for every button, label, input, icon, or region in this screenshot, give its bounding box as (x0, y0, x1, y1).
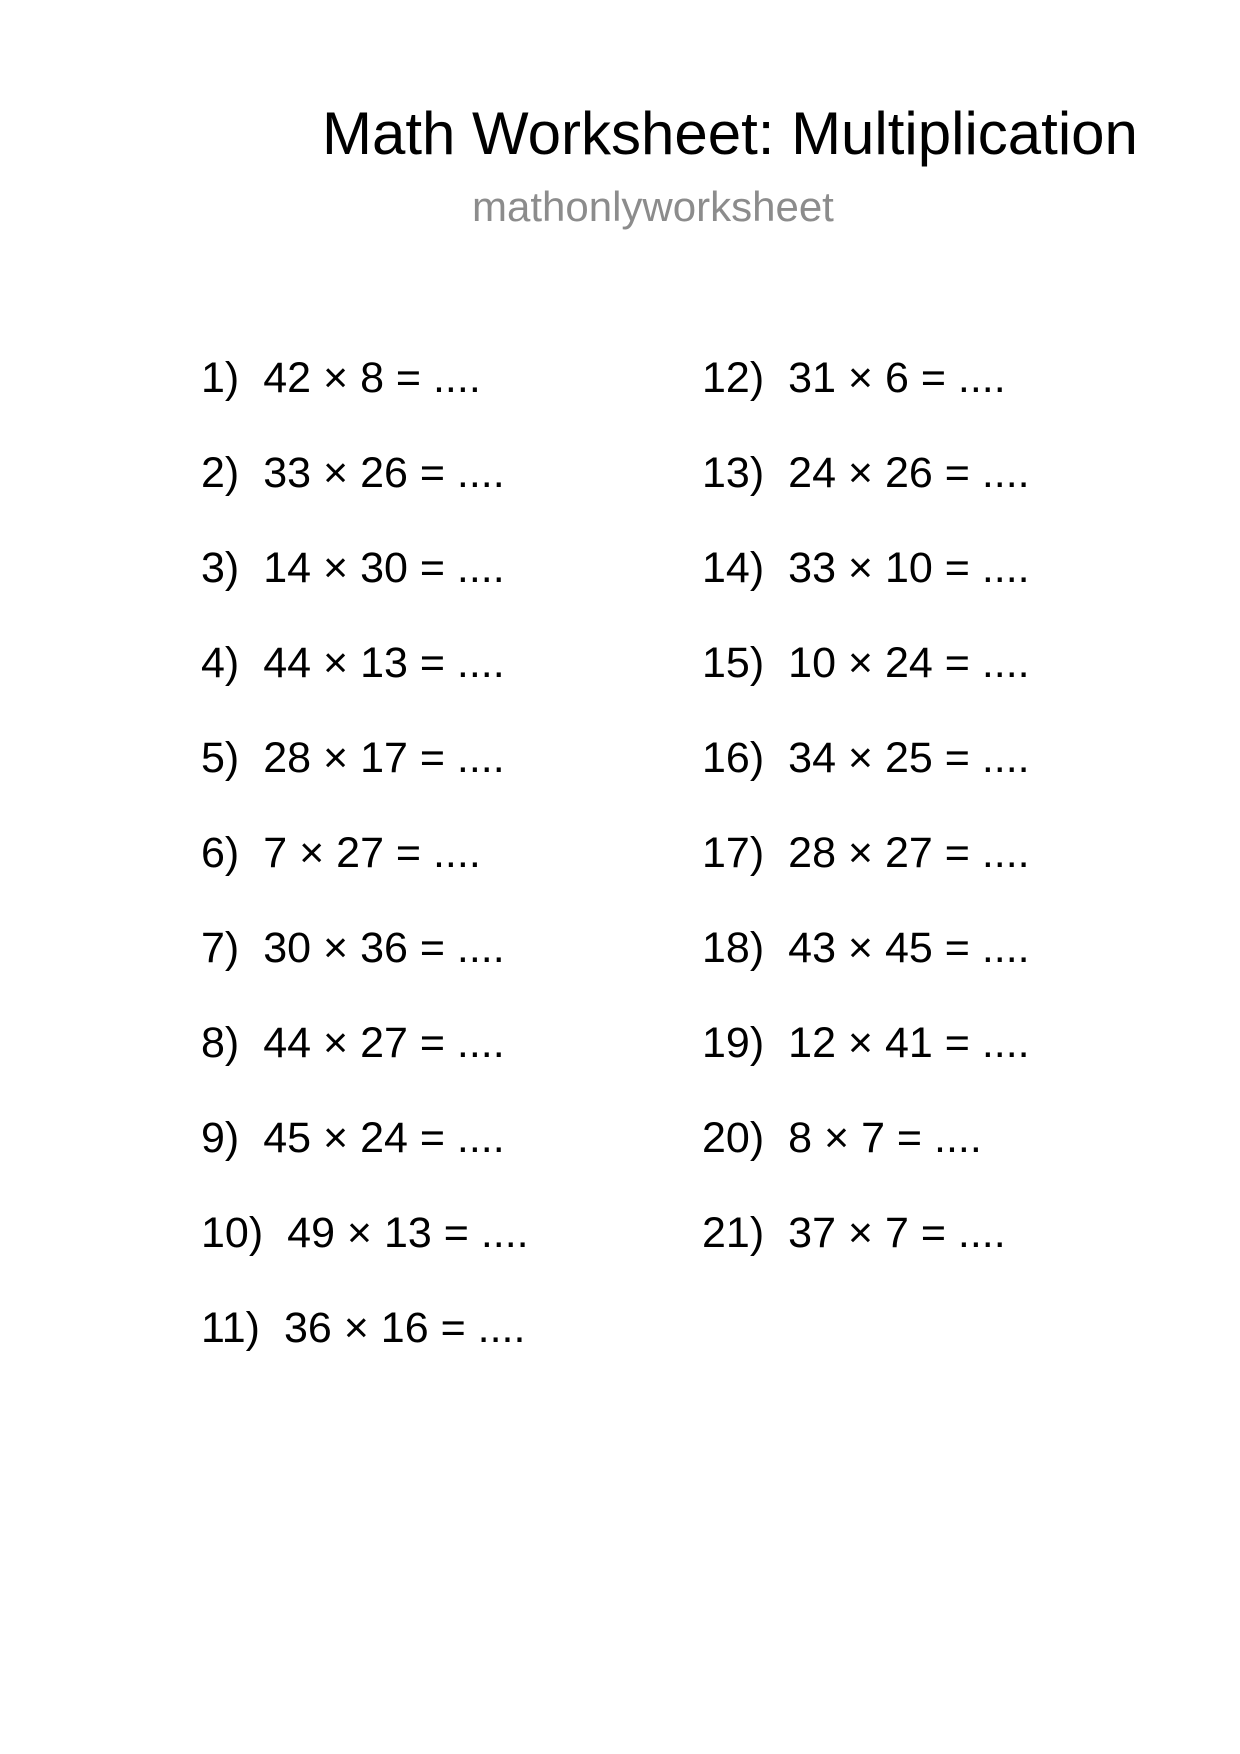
problem-item (201, 1300, 529, 1395)
problem-expression: 10 × 24 = .... (788, 639, 1030, 687)
problem-item (201, 445, 529, 540)
problem-number: 21) (702, 1209, 765, 1257)
problem-item (201, 920, 529, 1015)
problem-expression: 34 × 25 = .... (788, 734, 1030, 782)
problem-expression: 49 × 13 = .... (287, 1209, 529, 1257)
problem-expression: 30 × 36 = .... (263, 924, 505, 972)
problem-number: 14) (702, 544, 765, 592)
problem-expression: 45 × 24 = .... (263, 1114, 505, 1162)
problem-item (201, 825, 529, 920)
problem-item (702, 635, 1030, 730)
problem-item (201, 350, 529, 445)
problem-number: 12) (702, 354, 765, 402)
problem-number: 8) (201, 1019, 240, 1067)
problem-number: 3) (201, 544, 240, 592)
problem-item (201, 635, 529, 730)
problem-number: 11) (201, 1304, 260, 1352)
problem-item (702, 1205, 1030, 1300)
problem-number: 9) (201, 1114, 240, 1162)
problem-item (702, 540, 1030, 635)
problem-number: 19) (702, 1019, 765, 1067)
problem-item (201, 1205, 529, 1300)
problem-number: 15) (702, 639, 765, 687)
problem-expression: 28 × 27 = .... (788, 829, 1030, 877)
problem-expression: 42 × 8 = .... (263, 354, 481, 402)
problem-item (201, 540, 529, 635)
problem-number: 5) (201, 734, 240, 782)
problem-number: 6) (201, 829, 240, 877)
problem-item (702, 920, 1030, 1015)
problem-expression: 12 × 41 = .... (788, 1019, 1030, 1067)
problem-expression: 28 × 17 = .... (263, 734, 505, 782)
problem-expression: 7 × 27 = .... (263, 829, 481, 877)
problem-expression: 44 × 13 = .... (263, 639, 505, 687)
problem-number: 17) (702, 829, 765, 877)
problem-number: 10) (201, 1209, 264, 1257)
problem-item (201, 730, 529, 825)
problem-item (702, 825, 1030, 920)
problem-item (702, 350, 1030, 445)
problem-expression: 14 × 30 = .... (263, 544, 505, 592)
problem-expression: 31 × 6 = .... (788, 354, 1006, 402)
problem-list-left (201, 350, 529, 1395)
problem-list-right (702, 350, 1030, 1300)
problem-item (201, 1015, 529, 1110)
problem-item (702, 1110, 1030, 1205)
problem-expression: 33 × 26 = .... (263, 449, 505, 497)
problem-number: 2) (201, 449, 240, 497)
page-subtitle: mathonlyworksheet (472, 183, 834, 230)
problem-expression: 44 × 27 = .... (263, 1019, 505, 1067)
problem-number: 16) (702, 734, 765, 782)
problem-expression: 33 × 10 = .... (788, 544, 1030, 592)
problem-expression: 36 × 16 = .... (283, 1304, 526, 1352)
problem-item (702, 445, 1030, 540)
problem-item (702, 1015, 1030, 1110)
problem-number: 1) (201, 354, 240, 402)
problem-expression: 43 × 45 = .... (788, 924, 1030, 972)
problem-item (702, 730, 1030, 825)
problem-number: 4) (201, 639, 240, 687)
problem-number: 20) (702, 1114, 765, 1162)
problem-expression: 8 × 7 = .... (788, 1114, 982, 1162)
problem-expression: 24 × 26 = .... (788, 449, 1030, 497)
problem-number: 18) (702, 924, 765, 972)
page-title: Math Worksheet: Multiplication (322, 100, 1138, 167)
problem-number: 7) (201, 924, 240, 972)
problem-number: 13) (702, 449, 765, 497)
problem-expression: 37 × 7 = .... (788, 1209, 1006, 1257)
problem-item (201, 1110, 529, 1205)
